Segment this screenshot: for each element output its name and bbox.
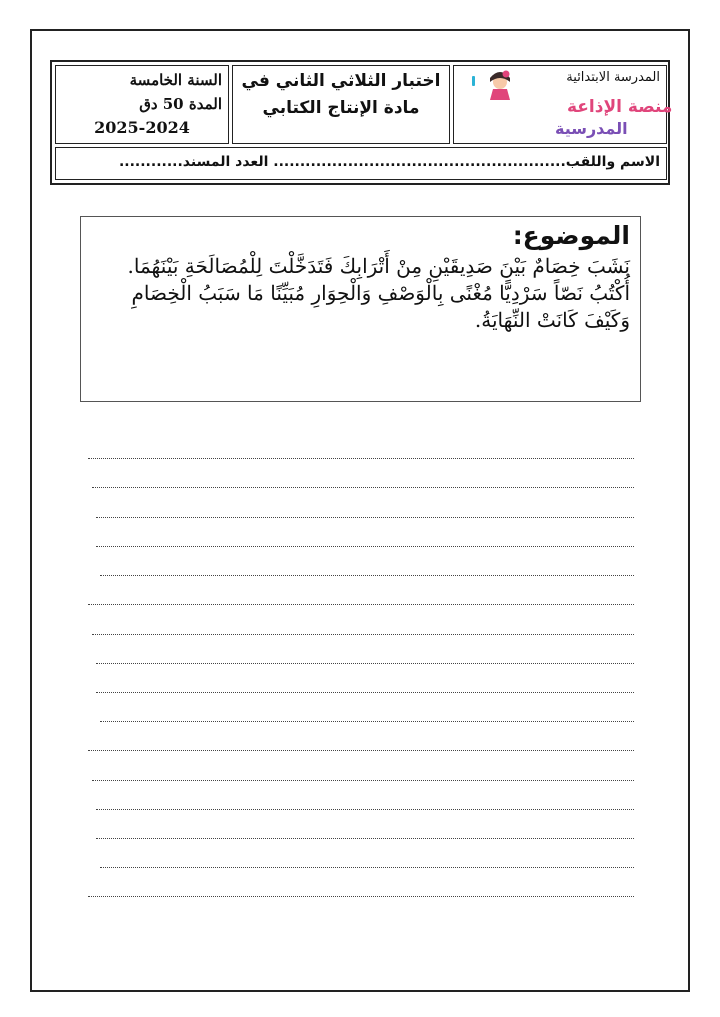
- writing-line[interactable]: [96, 546, 634, 547]
- info-cell: [55, 65, 229, 144]
- exam-duration: المدة 50 دق: [139, 95, 222, 113]
- writing-line[interactable]: [92, 780, 634, 781]
- writing-line[interactable]: [96, 809, 634, 810]
- writing-line[interactable]: [100, 867, 634, 868]
- name-field-label[interactable]: الاسم واللقب.......................................................: [273, 154, 660, 170]
- writing-line[interactable]: [88, 458, 634, 459]
- logo-text-line2: المدرسية: [555, 119, 628, 138]
- school-name: المدرسة الابتدائية: [566, 70, 660, 85]
- writing-line[interactable]: [96, 517, 634, 518]
- school-cell: [453, 65, 673, 144]
- title-cell: [232, 65, 450, 144]
- score-field-label[interactable]: العدد المسند............: [118, 154, 269, 170]
- exam-title: اختبار الثلاثي الثاني في: [241, 71, 441, 91]
- answer-lines[interactable]: [88, 458, 634, 908]
- logo-text-line1: منصة الإذاعة: [567, 97, 673, 117]
- writing-line[interactable]: [92, 487, 634, 488]
- writing-line[interactable]: [96, 838, 634, 839]
- school-year: 2025-2024: [94, 118, 190, 137]
- topic-instruction: أُكْتُبُ نَصّاً سَرْدِيًّا مُغْنًى بِالْوَصْفِ وَالْحِوَارِ مُبَيِّنًا مَا سَبَبُ الْخِصَامِ وَكَيْفَ كَانَتْ النِّهَايَةُ.: [131, 281, 630, 332]
- writing-line[interactable]: [96, 692, 634, 693]
- student-info-row: [55, 147, 667, 180]
- writing-line[interactable]: [96, 663, 634, 664]
- writing-line[interactable]: [92, 634, 634, 635]
- exam-subject: مادة الإنتاج الكتابي: [262, 98, 420, 118]
- writing-line[interactable]: [88, 750, 634, 751]
- topic-box: [80, 216, 641, 402]
- grade-level: السنة الخامسة: [129, 71, 222, 89]
- topic-situation: نَشَبَ خِصَامٌ بَيْنَ صَدِيقَيْنِ مِنْ أَتْرَابِكَ فَتَدَخَّلْتَ لِلْمُصَالَحَةِ بَيْنَهُمَا.: [127, 254, 630, 278]
- writing-line[interactable]: [88, 604, 634, 605]
- writing-line[interactable]: [100, 721, 634, 722]
- topic-title: الموضوع:: [512, 221, 630, 250]
- writing-line[interactable]: [88, 896, 634, 897]
- exam-header: [50, 60, 673, 185]
- writing-line[interactable]: [100, 575, 634, 576]
